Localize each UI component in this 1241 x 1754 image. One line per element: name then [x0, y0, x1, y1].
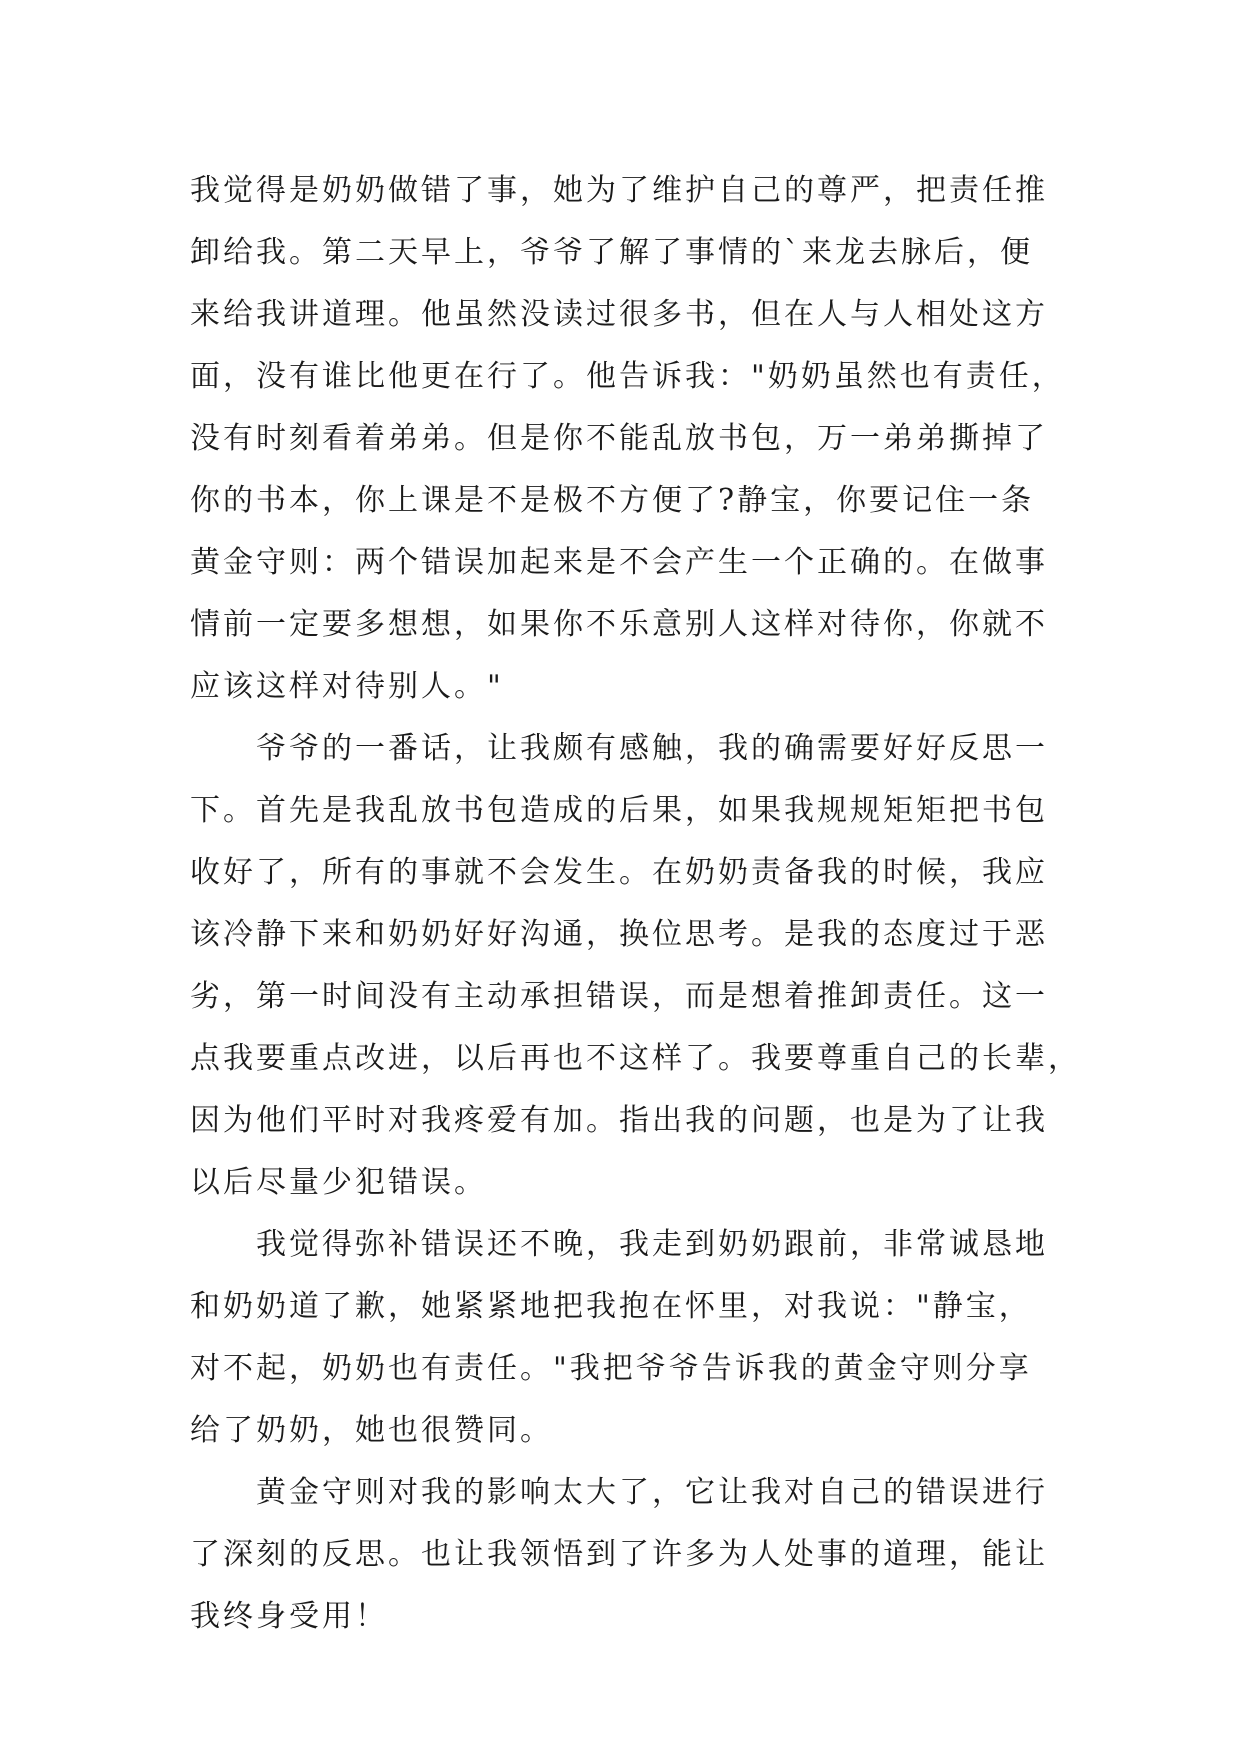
text-line: 没有时刻看着弟弟。但是你不能乱放书包，万一弟弟撕掉了	[190, 421, 1048, 456]
text-line: 黄金守则：两个错误加起来是不会产生一个正确的。在做事	[190, 545, 1048, 580]
text-line: 和奶奶道了歉，她紧紧地把我抱在怀里，对我说："静宝，	[190, 1289, 1032, 1324]
text-line: 黄金守则对我的影响太大了，它让我对自己的错误进行	[190, 1475, 1048, 1510]
document-body	[190, 160, 1081, 1648]
text-line: 我觉得弥补错误还不晚，我走到奶奶跟前，非常诚恳地	[190, 1227, 1048, 1262]
text-line: 应该这样对待别人。"	[190, 669, 504, 704]
text-line: 了深刻的反思。也让我领悟到了许多为人处事的道理，能让	[190, 1537, 1048, 1572]
text-line: 爷爷的一番话，让我颇有感触，我的确需要好好反思一	[190, 731, 1048, 766]
text-line: 因为他们平时对我疼爱有加。指出我的问题，也是为了让我	[190, 1103, 1048, 1138]
text-line: 点我要重点改进，以后再也不这样了。我要尊重自己的长辈，	[190, 1041, 1081, 1076]
text-line: 收好了，所有的事就不会发生。在奶奶责备我的时候，我应	[190, 855, 1048, 890]
text-line: 给了奶奶，她也很赞同。	[190, 1413, 553, 1448]
text-line: 对不起，奶奶也有责任。"我把爷爷告诉我的黄金守则分享	[190, 1351, 1032, 1386]
text-line: 来给我讲道理。他虽然没读过很多书，但在人与人相处这方	[190, 297, 1048, 332]
text-line: 我觉得是奶奶做错了事，她为了维护自己的尊严，把责任推	[190, 173, 1048, 208]
text-line: 我终身受用！	[190, 1599, 388, 1634]
text-line: 面，没有谁比他更在行了。他告诉我："奶奶虽然也有责任，	[190, 359, 1065, 394]
text-line: 卸给我。第二天早上，爷爷了解了事情的`来龙去脉后，便	[190, 235, 1033, 270]
text-line: 你的书本，你上课是不是极不方便了?静宝，你要记住一条	[190, 483, 1035, 518]
text-line: 劣，第一时间没有主动承担错误，而是想着推卸责任。这一	[190, 979, 1048, 1014]
text-line: 情前一定要多想想，如果你不乐意别人这样对待你，你就不	[190, 607, 1048, 642]
text-line: 该冷静下来和奶奶好好沟通，换位思考。是我的态度过于恶	[190, 917, 1048, 952]
text-line: 下。首先是我乱放书包造成的后果，如果我规规矩矩把书包	[190, 793, 1048, 828]
text-line: 以后尽量少犯错误。	[190, 1165, 487, 1200]
